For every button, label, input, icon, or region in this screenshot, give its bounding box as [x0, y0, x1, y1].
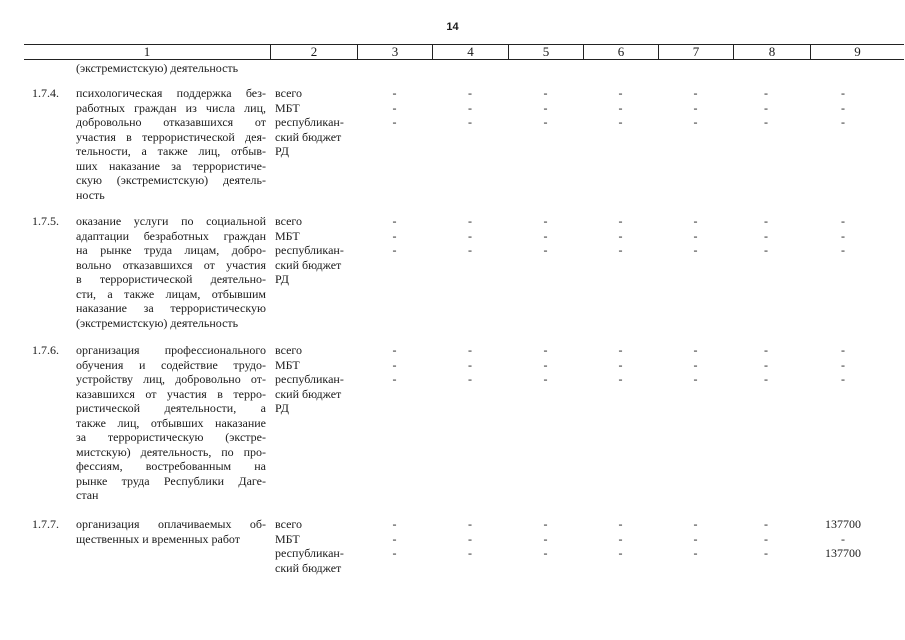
value-cell: - [543, 357, 548, 372]
value-cell: - [468, 115, 472, 129]
desc-line: участия в террористической дея- [76, 129, 266, 144]
value-cell: - [468, 546, 472, 560]
value-cell: - [764, 86, 768, 100]
fund-line: МБТ [275, 100, 300, 115]
row-number: 1.7.4. [32, 86, 59, 100]
value-cell: - [618, 372, 623, 386]
value-cell: - [693, 100, 698, 115]
value-col-4 [432, 343, 508, 387]
fund-line: МБТ [275, 228, 300, 243]
desc-line: психологическая поддержка без- [76, 86, 266, 100]
value-cell: - [543, 100, 548, 115]
value-cell: - [392, 546, 397, 560]
value-col-8 [733, 517, 799, 561]
row-description [76, 214, 266, 330]
value-cell: - [618, 343, 623, 357]
value-col-8 [733, 86, 799, 130]
value-cell: - [618, 86, 623, 100]
value-cell: - [543, 531, 548, 546]
value-col-7 [658, 214, 733, 258]
value-cell: - [392, 243, 397, 257]
row-number: 1.7.6. [32, 343, 59, 357]
desc-line: ристической деятельности, а [76, 401, 266, 415]
value-cell: - [764, 372, 768, 386]
funding-source [275, 517, 365, 575]
fund-line: республикан- [275, 243, 344, 257]
fund-line: республикан- [275, 115, 344, 129]
desc-line: за террористическую (экстре- [76, 430, 266, 444]
value-cell: - [693, 214, 698, 228]
desc-line: организация оплачиваемых об- [76, 517, 266, 531]
desc-line: казавшихся от участия в терро- [76, 386, 266, 401]
value-cell: 137700 [825, 517, 861, 531]
desc-line: тельности, а также лиц, отбыв- [76, 144, 266, 158]
fund-line: ский бюджет [275, 560, 342, 575]
fund-line: ский бюджет [275, 386, 342, 401]
value-cell: - [392, 228, 397, 243]
value-col-8 [733, 214, 799, 258]
value-cell: - [841, 357, 845, 372]
fund-line: всего [275, 517, 303, 531]
value-cell: - [618, 546, 623, 560]
value-cell: - [543, 546, 548, 560]
value-cell: - [693, 372, 698, 386]
desc-line: оказание услуги по социальной [76, 214, 266, 228]
value-cell: - [468, 228, 472, 243]
desc-line: сти, а также лицам, отбывшим [76, 286, 266, 301]
value-cell: - [693, 357, 698, 372]
desc-line: (экстремистскую) деятельность [76, 315, 239, 330]
funding-source [275, 343, 365, 416]
value-cell: - [618, 115, 623, 129]
value-cell: - [693, 86, 698, 100]
value-cell: - [764, 243, 768, 257]
value-cell: - [392, 100, 397, 115]
value-col-7 [658, 517, 733, 561]
value-col-8 [733, 343, 799, 387]
header-col-1: 1 [143, 44, 151, 59]
value-cell: - [392, 86, 397, 100]
value-cell: - [693, 517, 698, 531]
value-cell: - [468, 343, 472, 357]
value-cell: - [468, 517, 472, 531]
value-cell: - [764, 228, 768, 243]
value-cell: - [392, 214, 397, 228]
desc-line: ших наказание за террористиче- [76, 158, 266, 173]
value-cell: - [841, 243, 845, 257]
value-cell: - [841, 86, 845, 100]
row-description [76, 517, 266, 546]
fund-line: всего [275, 86, 303, 100]
value-cell: - [543, 86, 548, 100]
row-description [76, 343, 266, 503]
value-cell: - [618, 100, 623, 115]
value-col-5 [508, 517, 583, 561]
fund-line: ский бюджет [275, 257, 342, 272]
desc-line: добровольно отказавшихся от [76, 115, 266, 129]
value-col-9 [810, 214, 876, 258]
value-cell: - [764, 343, 768, 357]
value-cell: - [468, 372, 472, 386]
value-col-6 [583, 214, 658, 258]
row-number: 1.7.7. [32, 517, 59, 531]
value-cell: - [764, 546, 768, 560]
header-col-6: 6 [583, 45, 658, 59]
row-number: 1.7.5. [32, 214, 59, 228]
value-cell: - [543, 517, 548, 531]
fund-line: РД [275, 401, 289, 415]
value-col-3 [357, 517, 432, 561]
value-cell: - [693, 228, 698, 243]
value-col-5 [508, 86, 583, 130]
value-cell: - [543, 243, 548, 257]
value-col-3 [357, 86, 432, 130]
value-col-7 [658, 86, 733, 130]
value-cell: - [392, 372, 397, 386]
value-cell: - [543, 343, 548, 357]
value-cell: - [392, 343, 397, 357]
value-cell: - [764, 357, 768, 372]
fund-line: МБТ [275, 531, 300, 546]
fund-line: ский бюджет [275, 129, 342, 144]
value-cell: - [693, 243, 698, 257]
desc-line: вольно отказавшихся от участия [76, 257, 266, 272]
value-cell: - [543, 214, 548, 228]
value-cell: - [841, 228, 845, 243]
value-col-4 [432, 86, 508, 130]
desc-line: адаптации безработных граждан [76, 228, 266, 243]
header-col-9: 9 [810, 45, 904, 59]
value-cell: - [841, 531, 845, 546]
desc-line: в террористической деятельно- [76, 272, 266, 286]
fund-line: РД [275, 144, 289, 158]
value-cell: - [841, 100, 845, 115]
value-cell: - [693, 343, 698, 357]
value-col-3 [357, 343, 432, 387]
value-cell: - [841, 115, 845, 129]
value-cell: - [618, 357, 623, 372]
value-cell: - [392, 115, 397, 129]
fund-line: РД [275, 272, 289, 286]
row-description [76, 86, 266, 202]
page-number: 14 [446, 21, 459, 33]
value-col-5 [508, 214, 583, 258]
header-col-8: 8 [733, 45, 810, 59]
value-col-9 [810, 517, 876, 561]
value-col-3 [357, 214, 432, 258]
value-cell: - [468, 243, 472, 257]
desc-line: щественных и временных работ [76, 531, 241, 546]
desc-line: работных граждан из числа лиц, [76, 100, 266, 115]
value-cell: - [841, 372, 845, 386]
desc-line: скую (экстремистскую) деятель- [76, 173, 266, 187]
value-cell: - [618, 243, 623, 257]
value-col-9 [810, 343, 876, 387]
desc-line: стан [76, 488, 99, 502]
value-cell: - [468, 531, 472, 546]
value-cell: - [618, 517, 623, 531]
value-cell: - [764, 531, 768, 546]
header-col-4: 4 [432, 45, 508, 59]
value-cell: - [841, 343, 845, 357]
value-cell: - [392, 357, 397, 372]
value-col-7 [658, 343, 733, 387]
value-cell: - [764, 214, 768, 228]
value-cell: - [618, 531, 623, 546]
desc-line: мистскую) деятельность, по про- [76, 444, 266, 459]
value-cell: - [543, 228, 548, 243]
value-cell: - [764, 115, 768, 129]
value-cell: - [468, 86, 472, 100]
desc-line: наказание за террористическую [76, 301, 266, 315]
desc-line: рынке труда Республики Даге- [76, 473, 266, 488]
value-cell: - [543, 115, 548, 129]
value-cell: - [392, 531, 397, 546]
fund-line: МБТ [275, 357, 300, 372]
value-cell: - [693, 115, 698, 129]
value-col-6 [583, 343, 658, 387]
table-header [24, 44, 904, 60]
desc-line: устройству лиц, добровольно от- [76, 372, 266, 386]
header-col-2: 2 [270, 45, 357, 59]
value-cell: - [468, 100, 472, 115]
value-cell: - [764, 100, 768, 115]
value-cell: - [693, 546, 698, 560]
funding-source [275, 214, 365, 287]
value-cell: - [693, 531, 698, 546]
desc-line: фессиям, востребованным на [76, 459, 266, 473]
value-col-6 [583, 86, 658, 130]
header-col-5: 5 [508, 45, 583, 59]
fund-line: республикан- [275, 546, 344, 560]
fund-line: республикан- [275, 372, 344, 386]
desc-line: также лиц, отбывших наказание [76, 415, 266, 430]
value-col-6 [583, 517, 658, 561]
value-cell: - [841, 214, 845, 228]
value-cell: - [468, 214, 472, 228]
value-col-4 [432, 214, 508, 258]
desc-line: обучения и содействие трудо- [76, 357, 266, 372]
value-cell: - [764, 517, 768, 531]
value-col-9 [810, 86, 876, 130]
value-col-5 [508, 343, 583, 387]
value-cell: - [392, 517, 397, 531]
header-col-7: 7 [658, 45, 733, 59]
value-cell: - [543, 372, 548, 386]
header-col-3: 3 [357, 45, 432, 59]
value-cell: 137700 [825, 546, 861, 560]
desc-line: ность [76, 187, 105, 202]
value-cell: - [618, 228, 623, 243]
funding-source [275, 86, 365, 159]
value-col-4 [432, 517, 508, 561]
fund-line: всего [275, 343, 303, 357]
value-cell: - [618, 214, 623, 228]
fund-line: всего [275, 214, 303, 228]
continuation-text: (экстремистскую) деятельность [76, 61, 239, 75]
value-cell: - [468, 357, 472, 372]
desc-line: на рынке труда лицам, добро- [76, 243, 266, 257]
desc-line: организация профессионального [76, 343, 266, 357]
